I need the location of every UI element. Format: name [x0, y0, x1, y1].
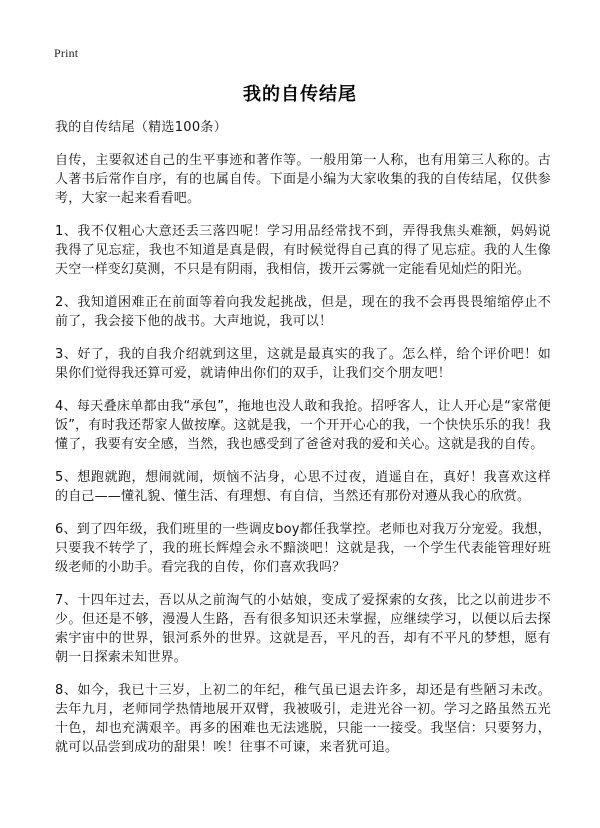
paragraph-1: 1、我不仅粗心大意还丢三落四呢！学习用品经常找不到，弄得我焦头难额，妈妈说我得了见忘症，我也不知道是真是假，有时候觉得自己真的得了见忘症。我的人生像天空一样变幻莫测，不只是有阴雨，我相信，拨开云雾就一定能看见灿烂的阳光。: [55, 224, 551, 277]
paragraph-7: 7、十四年过去，吾以从之前淘气的小姑娘，变成了爱探索的女孩，比之以前进步不少。但还是不够，漫漫人生路，吾有很多知识还未掌握，应继续学习，以便以后去探索宇宙中的世界，银河系外的世界。这就是吾，平凡的吾，却有不平凡的梦想，愿有朝一日探索未知世界。: [55, 593, 551, 665]
article-body: [55, 119, 551, 771]
paragraph-2: 2、我知道困难正在前面等着向我发起挑战，但是，现在的我不会再畏畏缩缩停止不前了，我会接下他的战书。大声地说，我可以！: [55, 295, 551, 329]
paragraph-8: 8、如今，我已十三岁，上初二的年纪，稚气虽已退去许多，却还是有些陋习未改。去年九月，老师同学热情地展开双臂，我被吸引，走进光谷一初。学习之路虽然五光十色，却也充满艰辛。再多的困难也无法逃脱，只能一一接受。我坚信：只要努力，就可以品尝到成功的甜果！唉！往事不可谏，来者犹可追。: [55, 683, 551, 755]
intro-paragraph: 自传，主要叙述自己的生平事迹和著作等。一般用第一人称，也有用第三人称的。古人著书后常作自序，有的也属自传。下面是小编为大家收集的我的自传结尾，仅供参考，大家一起来看看吧。: [55, 153, 551, 206]
paragraph-3: 3、好了，我的自我介绍就到这里，这就是最真实的我了。怎么样，给个评价吧！如果你们觉得我还算可爱，就请伸出你们的双手，让我们交个朋友吧！: [55, 347, 551, 381]
paragraph-6: 6、到了四年级，我们班里的一些调皮boy都任我掌控。老师也对我万分宠爱。我想，只要我不转学了，我的班长辉煌会永不黯淡吧！这就是我，一个学生代表能管理好班级老师的小助手。看完我的自传，你们喜欢我吗？: [55, 522, 551, 575]
paragraph-4: 4、每天叠床单都由我“承包”，拖地也没人敢和我抢。招呼客人，让人开心是“家常便饭”，有时我还帮家人做按摩。这就是我，一个开开心心的我，一个快快乐乐的我！我懂了，我要有安全感，当然，我也感受到了爸爸对我的爱和关心。这就是我的自传。: [55, 399, 551, 452]
paragraph-5: 5、想跑就跑，想闹就闹，烦恼不沾身，心思不过夜，逍遥自在，真好！我喜欢这样的自己——懂礼貌、懂生活、有理想、有自信，当然还有那份对遵从我心的欣赏。: [55, 470, 551, 504]
page-title: 我的自传结尾: [243, 84, 357, 105]
print-link[interactable]: Print: [54, 46, 79, 60]
article-subtitle: 我的自传结尾（精选100条）: [55, 120, 228, 135]
